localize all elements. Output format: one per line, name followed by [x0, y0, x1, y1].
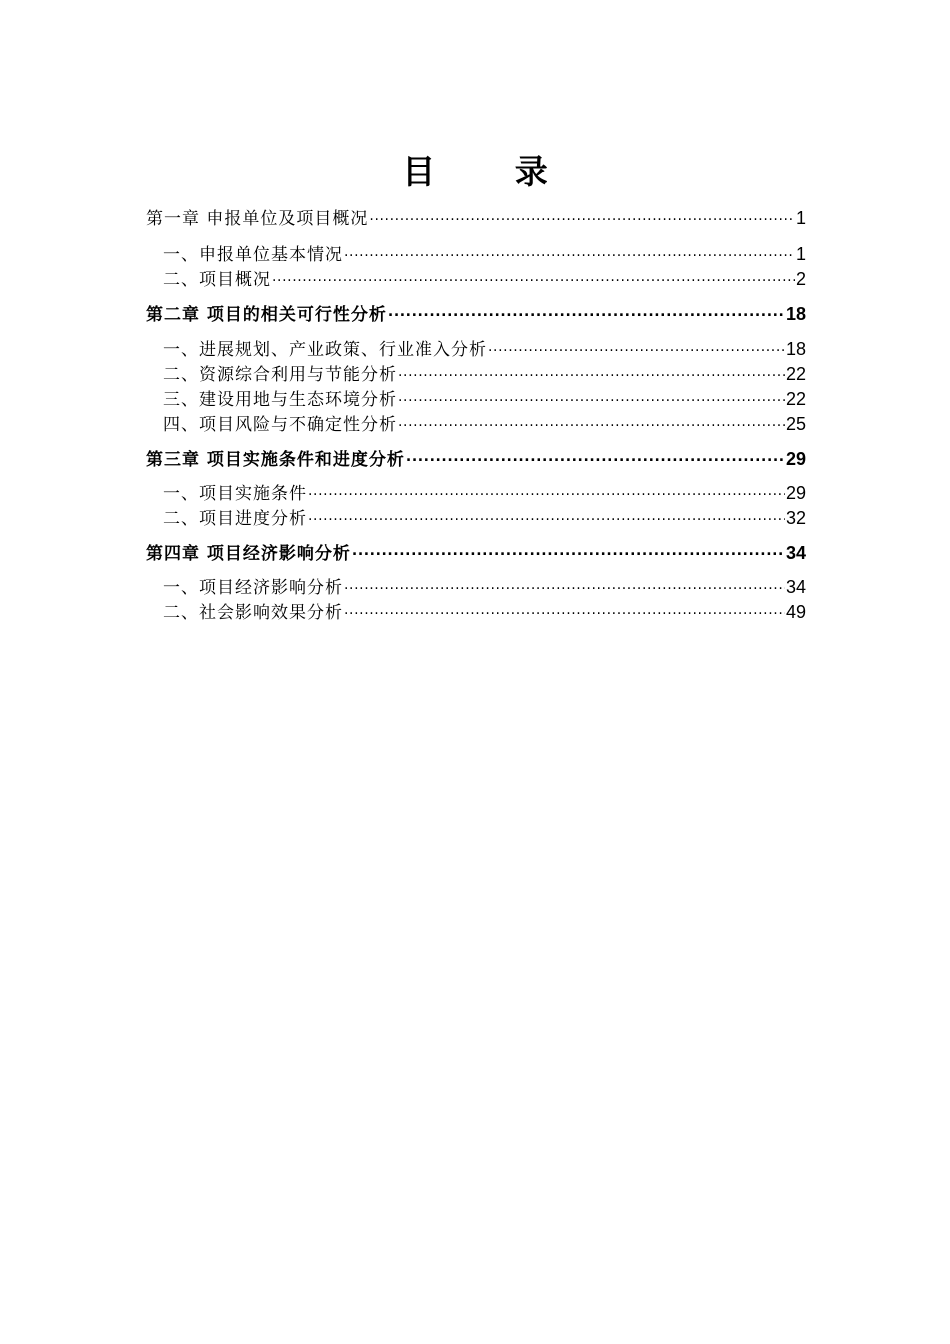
toc-entry-chapter-2[interactable]: [146, 302, 806, 326]
dot-leader: [344, 572, 785, 597]
toc-page-number: 29: [785, 449, 806, 469]
toc-entry-label: 二、项目进度分析: [163, 509, 307, 529]
dot-leader: [406, 444, 785, 469]
toc-entry-section[interactable]: [146, 506, 806, 530]
dot-leader: [369, 203, 795, 228]
toc-entry-label: 第三章 项目实施条件和进度分析: [146, 450, 405, 470]
dot-leader: [398, 409, 785, 434]
toc-entry-section[interactable]: [146, 387, 806, 411]
toc-entry-section[interactable]: [146, 481, 806, 505]
toc-entry-chapter-3[interactable]: [146, 447, 806, 471]
toc-page-number: 22: [785, 364, 806, 384]
toc-entry-label: 第四章 项目经济影响分析: [146, 544, 351, 564]
toc-page-number: 32: [785, 508, 806, 528]
toc-page-number: 29: [785, 483, 806, 503]
toc-page-number: 34: [785, 543, 806, 563]
dot-leader: [388, 299, 785, 324]
toc-entry-section[interactable]: [146, 267, 806, 291]
toc-entry-label: 第二章 项目的相关可行性分析: [146, 305, 387, 325]
toc-entry-label: 四、项目风险与不确定性分析: [163, 415, 397, 435]
toc-entry-section[interactable]: [146, 412, 806, 436]
toc-entry-chapter-1[interactable]: [146, 206, 806, 230]
dot-leader: [398, 359, 785, 384]
toc-entry-label: 一、项目实施条件: [163, 484, 307, 504]
toc-page-number: 49: [785, 602, 806, 622]
toc-page-number: 1: [795, 244, 806, 264]
dot-leader: [398, 384, 785, 409]
dot-leader: [308, 503, 785, 528]
dot-leader: [344, 597, 785, 622]
toc-entry-section[interactable]: [146, 575, 806, 599]
toc-entry-label: 二、社会影响效果分析: [163, 603, 343, 623]
toc-entry-label: 二、资源综合利用与节能分析: [163, 365, 397, 385]
toc-entry-section[interactable]: [146, 337, 806, 361]
toc-entry-label: 二、项目概况: [163, 270, 271, 290]
toc-page-number: 25: [785, 414, 806, 434]
toc-entry-section[interactable]: [146, 242, 806, 266]
toc-entry-label: 一、申报单位基本情况: [163, 245, 343, 265]
page-title: 目 录: [402, 152, 582, 191]
dot-leader: [308, 478, 785, 503]
toc-entry-label: 三、建设用地与生态环境分析: [163, 390, 397, 410]
toc-entry-section[interactable]: [146, 362, 806, 386]
toc-entry-chapter-4[interactable]: [146, 541, 806, 565]
toc-page-number: 22: [785, 389, 806, 409]
toc-entry-label: 一、项目经济影响分析: [163, 578, 343, 598]
toc-page-number: 18: [785, 304, 806, 324]
toc-page-number: 1: [795, 208, 806, 228]
toc-entry-label: 一、进展规划、产业政策、行业准入分析: [163, 340, 487, 360]
toc-page-number: 18: [785, 339, 806, 359]
toc-page-number: 2: [795, 269, 806, 289]
dot-leader: [344, 239, 795, 264]
toc-entry-section[interactable]: [146, 600, 806, 624]
dot-leader: [272, 264, 795, 289]
toc-entry-label: 第一章 申报单位及项目概况: [146, 209, 369, 229]
toc-page-number: 34: [785, 577, 806, 597]
dot-leader: [488, 334, 785, 359]
dot-leader: [352, 538, 785, 563]
